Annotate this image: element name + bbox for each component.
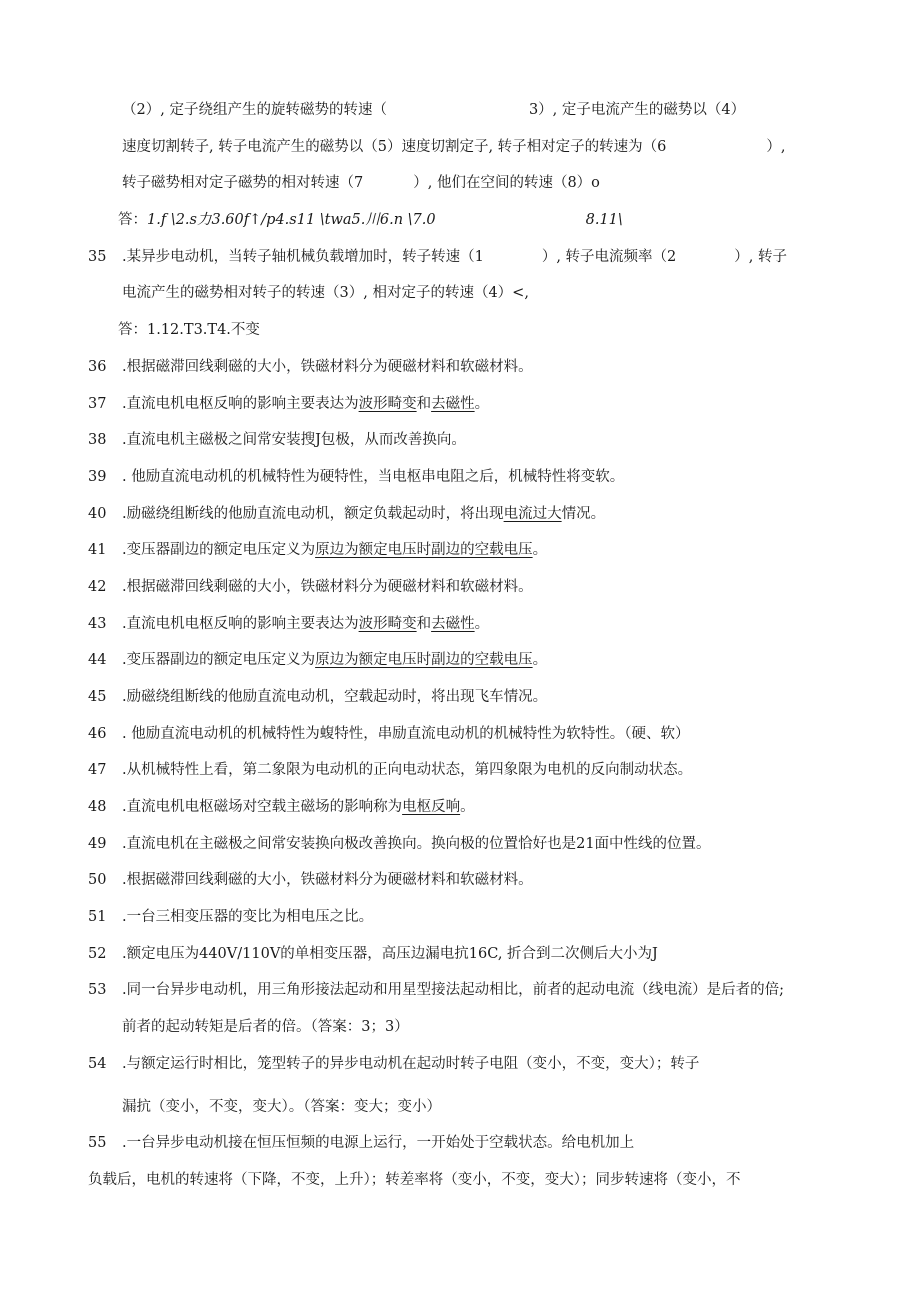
question-text: .励磁绕组断线的他励直流电动机，空载起动时，将出现飞车情况。 bbox=[122, 689, 548, 705]
question-number: 50 bbox=[88, 872, 107, 888]
question-number: 52 bbox=[88, 946, 107, 962]
underlined-answer: 去磁性 bbox=[431, 616, 475, 632]
question-number: 36 bbox=[88, 359, 107, 375]
top-line-1-a: （2）, 定子绕组产生的旋转磁势的转速（ bbox=[122, 102, 387, 118]
top-line-2 bbox=[122, 137, 786, 157]
question-35-line-1: .某异步电动机，当转子轴机械负载增加时，转子转速（1 ）, 转子电流频率（2 ）, 转子 bbox=[122, 249, 788, 265]
underlined-answer: 原边为额定电压时副边的空载电压 bbox=[315, 652, 533, 668]
top-answer-a: 1.f \2.s力3.60f↑/p4.s11 \twa5.川6.n \7.0 bbox=[147, 212, 436, 228]
top-answer-b: 8.11\ bbox=[585, 212, 623, 228]
question-text: .根据磁滞回线剩磁的大小，铁磁材料分为硬磁材料和软磁材料。 bbox=[122, 359, 533, 375]
question-text: . 他励直流电动机的机械特性为硬特性，当电枢串电阻之后，机械特性将变软。 bbox=[122, 469, 625, 485]
underlined-answer: 波形畸变 bbox=[358, 396, 417, 412]
top-line-1-b: 3）, 定子电流产生的磁势以（4） bbox=[528, 102, 746, 118]
question-35-answer: 答：1.12.T3.T4.不变 bbox=[118, 322, 260, 338]
top-line-2-b: ）, bbox=[766, 139, 786, 155]
question-number: 40 bbox=[88, 506, 107, 522]
question-53-line-2: 前者的起动转矩是后者的倍。（答案：3；3） bbox=[122, 1019, 409, 1035]
question-text: .励磁绕组断线的他励直流电动机，额定负载起动时，将出现电流过大情况。 bbox=[122, 506, 606, 522]
question-text: .根据磁滞回线剩磁的大小，铁磁材料分为硬磁材料和软磁材料。 bbox=[122, 579, 533, 595]
question-number: 48 bbox=[88, 799, 107, 815]
question-number: 41 bbox=[88, 542, 107, 558]
question-54-line-2: 漏抗（变小，不变，变大）。（答案：变大；变小） bbox=[122, 1099, 441, 1115]
question-text: .一台异步电动机接在恒压恒频的电源上运行，一开始处于空载状态。给电机加上 bbox=[122, 1135, 635, 1151]
question-number: 51 bbox=[88, 909, 107, 925]
question-text: .额定电压为440V/110V的单相变压器，高压边漏电抗16C, 折合到二次侧后大小为J bbox=[122, 946, 658, 962]
question-number: 37 bbox=[88, 396, 107, 412]
question-number: 49 bbox=[88, 836, 107, 852]
question-55-line-2: 负载后，电机的转速将（下降，不变，上升）；转差率将（变小，不变，变大）；同步转速将（变小，不 bbox=[88, 1172, 741, 1188]
question-text: .从机械特性上看，第二象限为电动机的正向电动状态，第四象限为电机的反向制动状态。 bbox=[122, 762, 693, 778]
question-text: .直流电机电枢反响的影响主要表达为波形畸变和去磁性。 bbox=[122, 396, 490, 412]
underlined-answer: 电枢反响 bbox=[402, 799, 461, 815]
question-text: .与额定运行时相比，笼型转子的异步电动机在起动时转子电阻（变小，不变，变大）；转子 bbox=[122, 1056, 700, 1072]
question-number: 55 bbox=[88, 1135, 107, 1151]
top-line-3-b: ）, 他们在空间的转速（8）o bbox=[413, 175, 600, 191]
question-text: .一台三相变压器的变比为相电压之比。 bbox=[122, 909, 374, 925]
question-number: 39 bbox=[88, 469, 107, 485]
question-number: 54 bbox=[88, 1056, 107, 1072]
question-number: 35 bbox=[88, 249, 107, 265]
top-line-2-a: 速度切割转子, 转子电流产生的磁势以（5）速度切割定子, 转子相对定子的转速为（6 bbox=[122, 139, 667, 155]
question-text: .直流电机电枢反响的影响主要表达为波形畸变和去磁性。 bbox=[122, 616, 490, 632]
top-line-1 bbox=[122, 100, 745, 120]
top-line-3 bbox=[122, 173, 600, 193]
question-number: 42 bbox=[88, 579, 107, 595]
question-number: 53 bbox=[88, 982, 107, 998]
underlined-answer: 去磁性 bbox=[431, 396, 475, 412]
underlined-answer: 波形畸变 bbox=[358, 616, 417, 632]
top-line-3-a: 转子磁势相对定子磁势的相对转速（7 bbox=[122, 175, 364, 191]
question-number: 47 bbox=[88, 762, 107, 778]
top-answer-label: 答： bbox=[118, 212, 147, 228]
question-text: .变压器副边的额定电压定义为原边为额定电压时副边的空载电压。 bbox=[122, 542, 548, 558]
question-number: 43 bbox=[88, 616, 107, 632]
question-text: .同一台异步电动机，用三角形接法起动和用星型接法起动相比，前者的起动电流（线电流）是后者的倍; bbox=[122, 982, 784, 998]
question-text: .直流电机主磁极之间常安装搜J包极，从而改善换向。 bbox=[122, 432, 466, 448]
question-text: .根据磁滞回线剩磁的大小，铁磁材料分为硬磁材料和软磁材料。 bbox=[122, 872, 533, 888]
underlined-answer: 原边为额定电压时副边的空载电压 bbox=[315, 542, 533, 558]
question-35-line-2: 电流产生的磁势相对转子的转速（3）, 相对定子的转速（4）<, bbox=[122, 285, 529, 301]
top-answer bbox=[118, 210, 623, 230]
question-text: .直流电机电枢磁场对空载主磁场的影响称为电枢反响。 bbox=[122, 799, 475, 815]
question-number: 46 bbox=[88, 726, 107, 742]
question-text: .直流电机在主磁极之间常安装换向极改善换向。换向极的位置恰好也是21面中性线的位置。 bbox=[122, 836, 711, 852]
question-number: 44 bbox=[88, 652, 107, 668]
question-number: 45 bbox=[88, 689, 107, 705]
question-number: 38 bbox=[88, 432, 107, 448]
question-text: .变压器副边的额定电压定义为原边为额定电压时副边的空载电压。 bbox=[122, 652, 548, 668]
question-text: . 他励直流电动机的机械特性为蝮特性，串励直流电动机的机械特性为软特性。（硬、软） bbox=[122, 726, 690, 742]
underlined-answer: 电流过大 bbox=[503, 506, 562, 522]
